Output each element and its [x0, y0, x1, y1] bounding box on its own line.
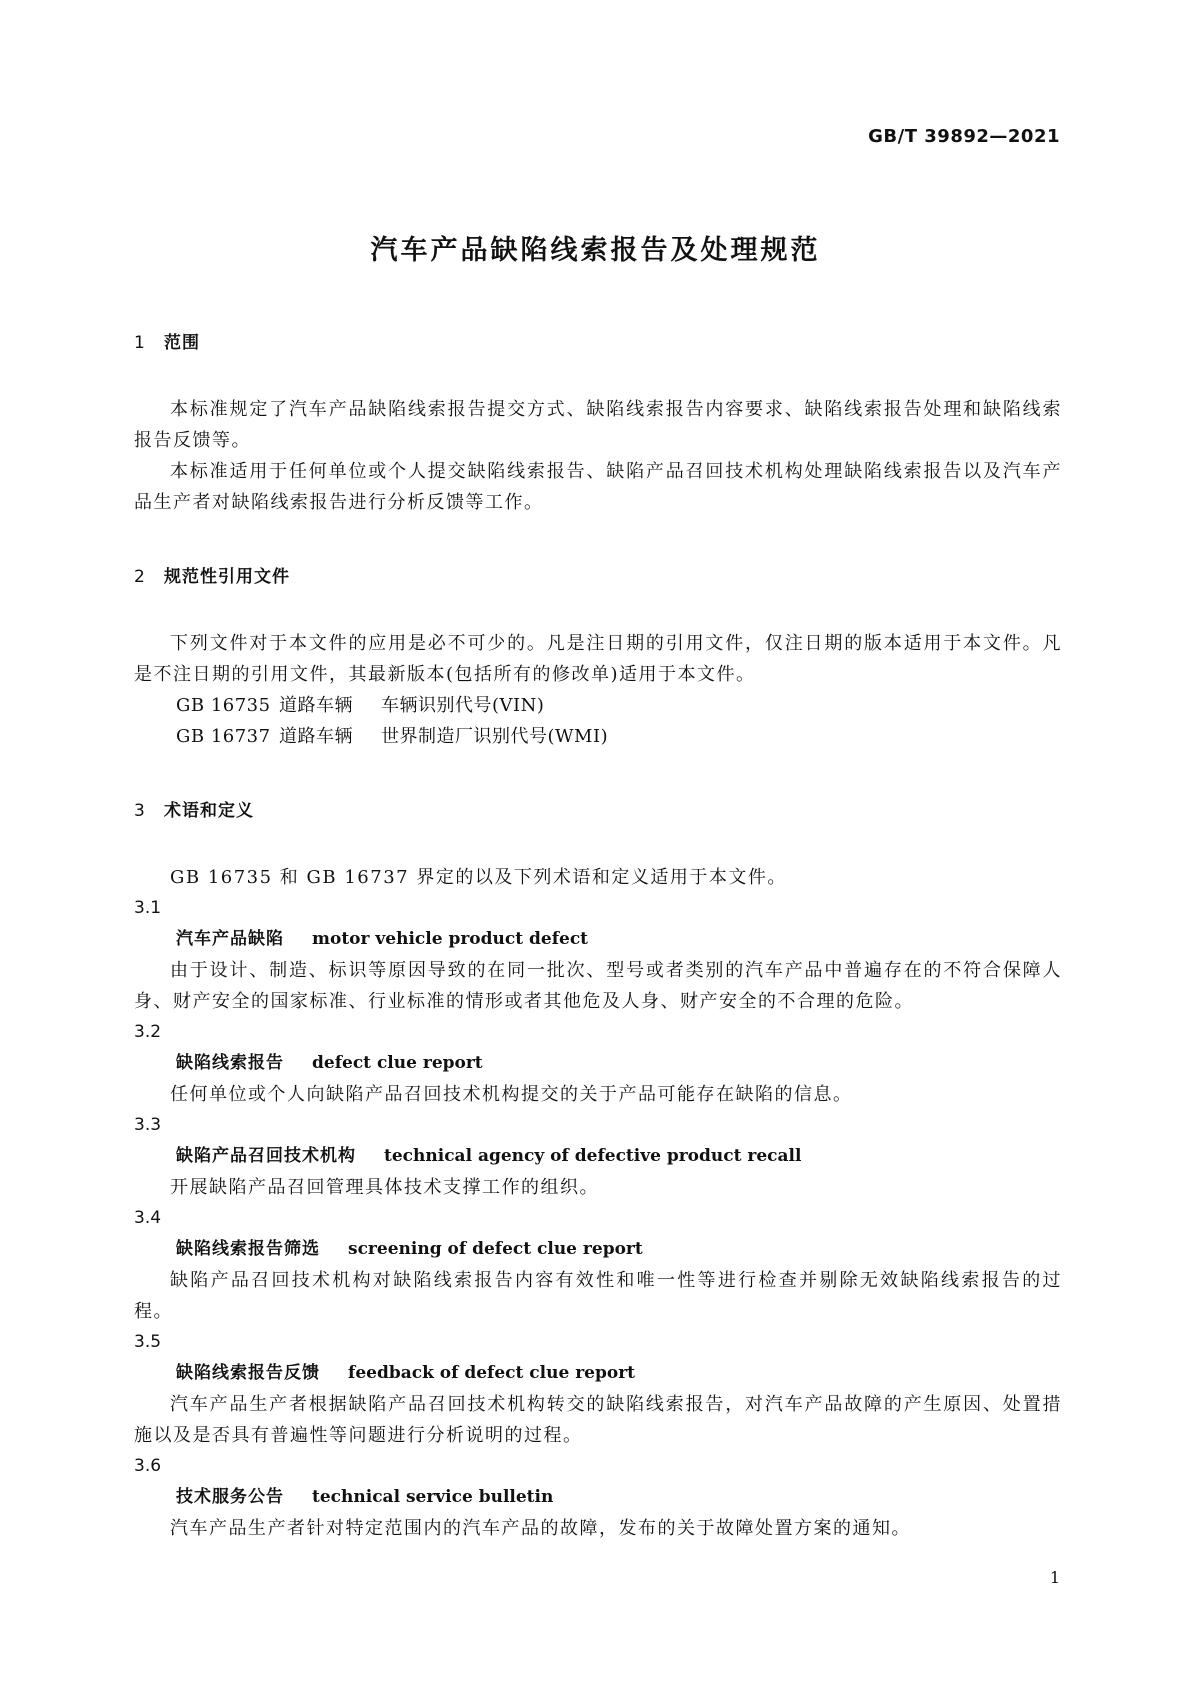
term-definition: 汽车产品生产者根据缺陷产品召回技术机构转交的缺陷线索报告，对汽车产品故障的产生原因、处置措施以及是否具有普遍性等问题进行分析说明的过程。: [134, 1394, 1062, 1446]
reference-title-part: 道路车辆: [279, 695, 353, 716]
term-number: 3.5: [134, 1332, 162, 1352]
term-entry: [134, 1327, 1062, 1451]
term-number: 3.4: [134, 1208, 162, 1228]
reference-item: [134, 721, 1062, 752]
term-number: 3.3: [134, 1115, 162, 1135]
section-heading-terms-definitions: [134, 798, 1062, 824]
reference-code: GB 16737: [176, 726, 271, 747]
term-heading: [134, 1048, 1062, 1079]
standard-code: GB/T 39892—2021: [868, 126, 1060, 147]
paragraph: 本标准规定了汽车产品缺陷线索报告提交方式、缺陷线索报告内容要求、缺陷线索报告处理和缺陷线索报告反馈等。: [134, 399, 1062, 451]
section-number: 2: [134, 567, 146, 587]
term-definition: 开展缺陷产品召回管理具体技术支撑工作的组织。: [170, 1177, 599, 1198]
term-en: screening of defect clue report: [348, 1239, 643, 1259]
section-heading-scope: [134, 330, 1062, 356]
term-number: 3.6: [134, 1456, 162, 1476]
term-en: technical agency of defective product recall: [384, 1146, 802, 1166]
term-heading: [134, 1358, 1062, 1389]
term-entry: [134, 1017, 1062, 1110]
reference-code: GB 16735: [176, 695, 271, 716]
reference-title-part: 道路车辆: [279, 726, 353, 747]
term-heading: [134, 1234, 1062, 1265]
term-heading: [134, 1482, 1062, 1513]
page-number: 1: [1049, 1568, 1060, 1587]
term-zh: 汽车产品缺陷: [176, 929, 284, 949]
term-en: defect clue report: [312, 1053, 483, 1073]
term-entry: [134, 1451, 1062, 1544]
term-entry: [134, 1110, 1062, 1203]
section-title: 规范性引用文件: [164, 567, 290, 587]
section-number: 3: [134, 801, 146, 821]
term-en: technical service bulletin: [312, 1487, 554, 1507]
term-en: motor vehicle product defect: [312, 929, 589, 949]
section-heading-normative-references: [134, 564, 1062, 590]
section-title: 术语和定义: [164, 801, 254, 821]
term-heading: [134, 1141, 1062, 1172]
reference-item: [134, 690, 1062, 721]
document-body: [134, 330, 1062, 1544]
term-heading: [134, 924, 1062, 955]
term-number: 3.1: [134, 898, 162, 918]
section-title: 范围: [164, 333, 200, 353]
term-number: 3.2: [134, 1022, 162, 1042]
term-entry: [134, 1203, 1062, 1327]
reference-title-part: 车辆识别代号(VIN): [381, 695, 545, 716]
section-number: 1: [134, 333, 146, 353]
term-zh: 技术服务公告: [176, 1487, 284, 1507]
term-definition: 缺陷产品召回技术机构对缺陷线索报告内容有效性和唯一性等进行检查并剔除无效缺陷线索报告的过程。: [134, 1270, 1062, 1322]
term-zh: 缺陷线索报告: [176, 1053, 284, 1073]
term-en: feedback of defect clue report: [348, 1363, 636, 1383]
term-definition: 任何单位或个人向缺陷产品召回技术机构提交的关于产品可能存在缺陷的信息。: [170, 1084, 853, 1105]
paragraph: GB 16735 和 GB 16737 界定的以及下列术语和定义适用于本文件。: [170, 867, 787, 888]
term-zh: 缺陷线索报告反馈: [176, 1363, 320, 1383]
paragraph: 下列文件对于本文件的应用是必不可少的。凡是注日期的引用文件，仅注日期的版本适用于本文件。凡是不注日期的引用文件，其最新版本(包括所有的修改单)适用于本文件。: [134, 633, 1062, 685]
term-entry: [134, 893, 1062, 1017]
reference-title-part: 世界制造厂识别代号(WMI): [381, 726, 609, 747]
term-definition: 汽车产品生产者针对特定范围内的汽车产品的故障，发布的关于故障处置方案的通知。: [170, 1518, 911, 1539]
paragraph: 本标准适用于任何单位或个人提交缺陷线索报告、缺陷产品召回技术机构处理缺陷线索报告以及汽车产品生产者对缺陷线索报告进行分析反馈等工作。: [134, 461, 1062, 513]
document-title: 汽车产品缺陷线索报告及处理规范: [370, 235, 821, 266]
term-zh: 缺陷产品召回技术机构: [176, 1146, 356, 1166]
term-definition: 由于设计、制造、标识等原因导致的在同一批次、型号或者类别的汽车产品中普遍存在的不符合保障人身、财产安全的国家标准、行业标准的情形或者其他危及人身、财产安全的不合理的危险。: [134, 960, 1062, 1012]
term-zh: 缺陷线索报告筛选: [176, 1239, 320, 1259]
